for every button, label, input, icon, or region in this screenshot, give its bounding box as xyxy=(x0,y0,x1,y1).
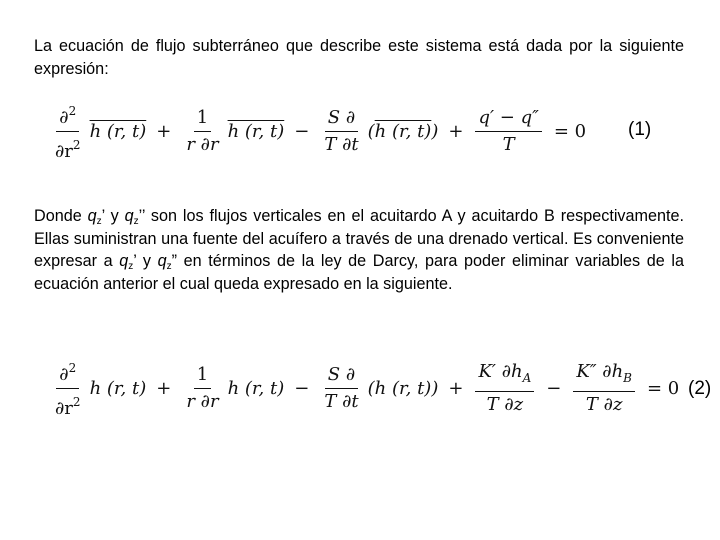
equation-1: $\frac{\partial^2}{\partial r^2}$ h (r, t) + $\frac{1}{r \partial r}$ h (r, t) − $\frac{S \partial}{T \partial t}$ (h (r, t)) + $\frac{q' - q''}{T}$ = 0 xyxy=(48,100,594,163)
h-bar-term: h (r, t) xyxy=(89,121,147,142)
leakage-a-fraction: $\frac{K' \partial h_A}{T \partial z}$ xyxy=(475,361,534,416)
equation-2: $\frac{\partial^2}{\partial r^2}$ h (r, t) + $\frac{1}{r \partial r}$ h (r, t) − $\frac{S \partial}{T \partial t}$ (h (r, t)) + $\frac{K' \partial h_A}{T \partial z}$ − $\frac{K'' \partial h_B}{T \partial z}$ = 0 xyxy=(48,357,687,420)
explanation-paragraph: Donde $q_z$’ y $q_z$’’ son los flujos verticales en el acuitardo A y acuitardo B respectivamente. Ellas suministran una fuente del acuífero a través de una drenado vertical. Es conveniente expresar a $q_z$’ y $q_z$” en términos de la ley de Darcy, para poder eliminar variables de la ecuación anterior el cual queda expresado en la siguiente. xyxy=(34,207,684,293)
intro-paragraph: La ecuación de flujo subterráneo que describe este sistema está dada por la siguiente expresión: xyxy=(34,37,684,78)
storage-fraction: $\frac{S \partial}{T \partial t}$ xyxy=(324,107,359,155)
second-derivative-fraction: $\frac{\partial^2}{\partial r^2}$ xyxy=(52,100,84,163)
leakage-b-fraction: $\frac{K'' \partial h_B}{T \partial z}$ xyxy=(573,361,635,416)
equation-2-number: (2) xyxy=(688,378,712,399)
one-over-r-fraction: $\frac{1}{r \partial r}$ xyxy=(186,107,219,155)
equation-1-number: (1) xyxy=(628,119,652,140)
flux-fraction: $\frac{q' - q''}{T}$ xyxy=(475,107,541,156)
